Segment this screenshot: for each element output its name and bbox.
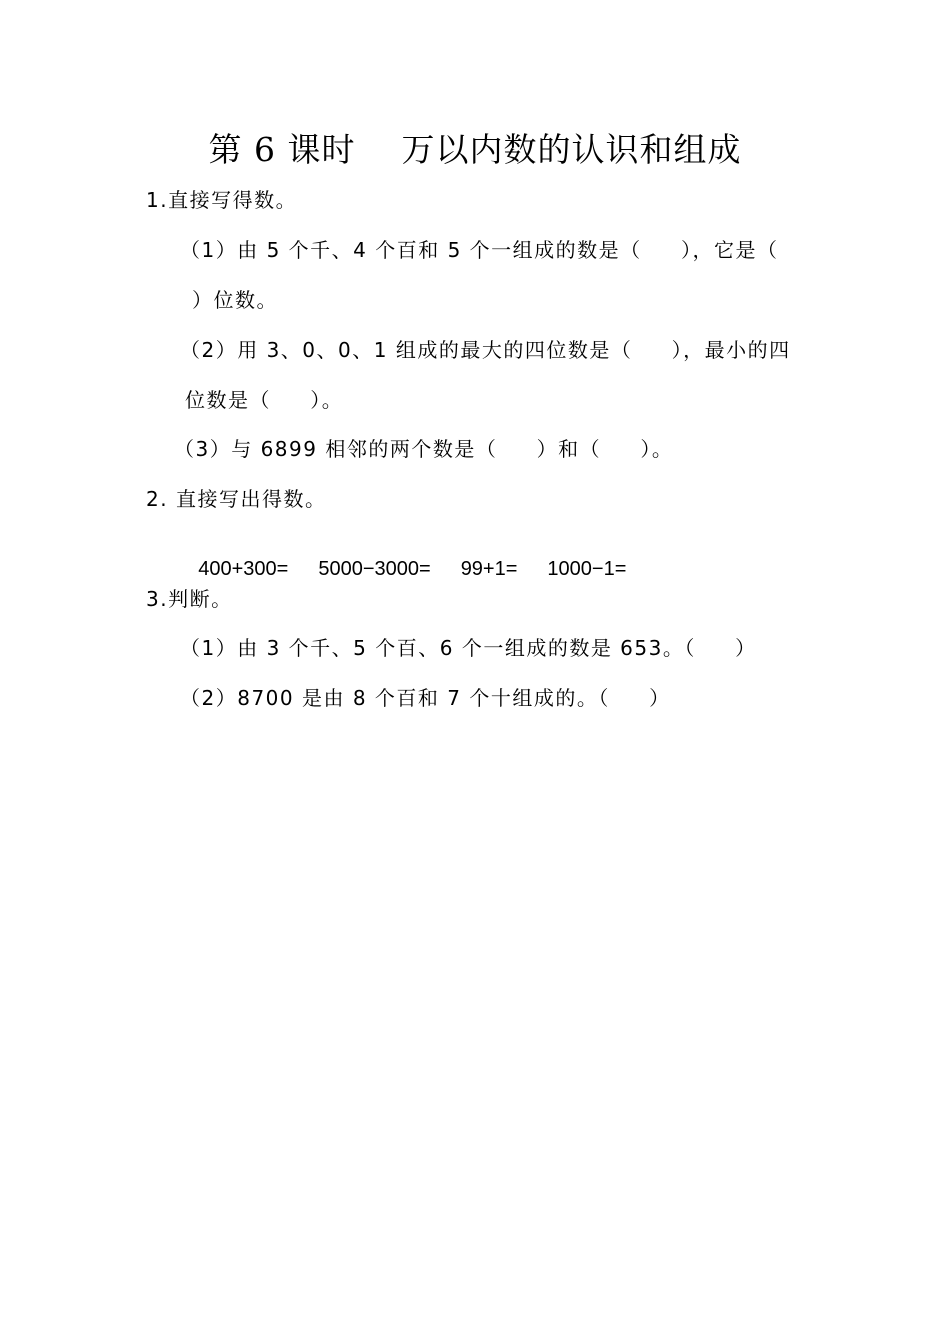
section-1-heading: 1.直接写得数。 xyxy=(146,188,298,212)
arithmetic-problem-2: 5000−3000= xyxy=(318,558,431,580)
question-1-1-line-2: ）位数。 xyxy=(192,288,278,312)
section-3-heading: 3.判断。 xyxy=(146,587,233,611)
question-1-2-line-1: （2）用 3、0、0、1 组成的最大的四位数是（ ），最小的四 xyxy=(180,338,791,362)
section-2-heading: 2. 直接写出得数。 xyxy=(146,487,327,511)
question-1-1-line-1: （1）由 5 个千、4 个百和 5 个一组成的数是（ ），它是（ xyxy=(180,238,779,262)
question-1-2-line-2: 位数是（ ）。 xyxy=(185,388,344,412)
arithmetic-row xyxy=(176,539,656,599)
question-1-3: （3）与 6899 相邻的两个数是（ ）和（ ）。 xyxy=(174,437,674,461)
question-3-2: （2）8700 是由 8 个百和 7 个十组成的。（ ） xyxy=(180,686,671,710)
arithmetic-problem-1: 400+300= xyxy=(198,558,289,580)
arithmetic-problem-3: 99+1= xyxy=(460,558,518,580)
page-title: 第 6 课时 万以内数的认识和组成 xyxy=(208,130,742,169)
arithmetic-problem-4: 1000−1= xyxy=(547,558,627,580)
question-3-1: （1）由 3 个千、5 个百、6 个一组成的数是 653。（ ） xyxy=(180,636,757,660)
